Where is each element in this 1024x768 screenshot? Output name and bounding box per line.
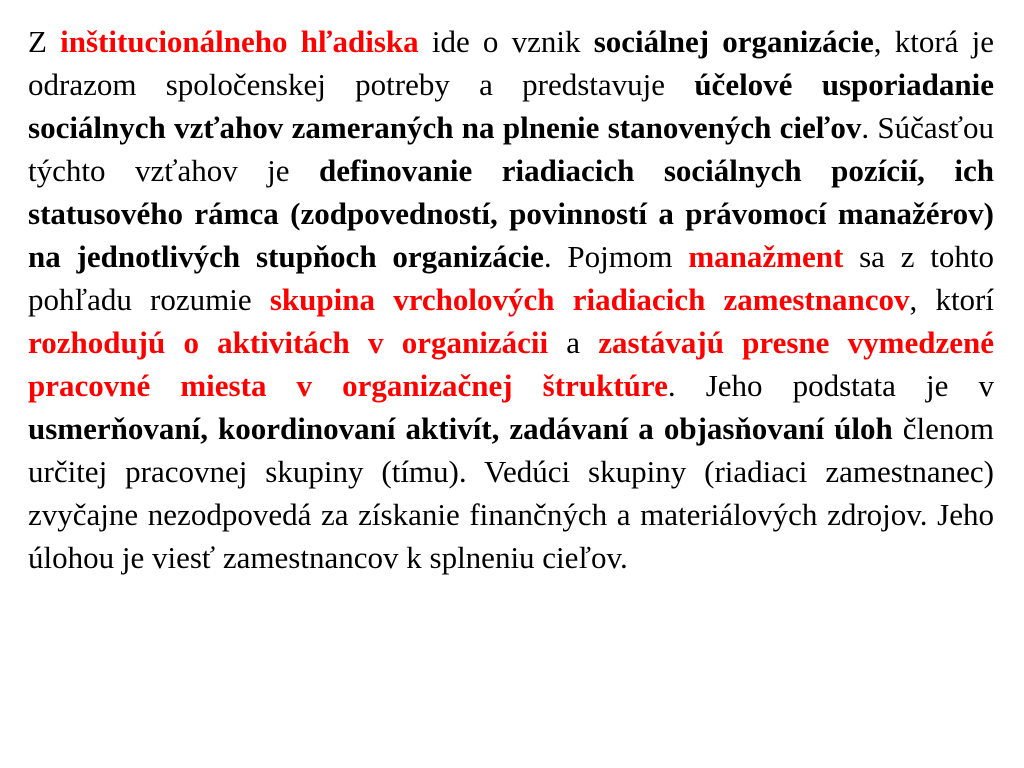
highlight-management: manažment bbox=[688, 239, 844, 274]
emphasis-defining-positions: definovanie riadiacich sociálnych pozícií, ich statusového rámca (zodpovedností, povinností a právomocí manažérov) na jednotlivých stupňoch organizácie bbox=[28, 153, 994, 274]
text-segment: , ktorá je odrazom spoločenskej potreby a predstavuje bbox=[28, 24, 994, 102]
text-segment: , ktorí bbox=[909, 282, 994, 317]
highlight-defined-positions: zastávajú presne vymedzené pracovné miesta v organizačnej štruktúre bbox=[28, 325, 994, 403]
text-segment: ide o vznik bbox=[418, 24, 594, 59]
text-segment: . Jeho podstata je v bbox=[667, 368, 994, 403]
highlight-institutional-perspective: inštitucionálneho hľadiska bbox=[60, 24, 419, 59]
text-segment: a bbox=[548, 325, 599, 360]
text-segment: členom určitej pracovnej skupiny (tímu). Vedúci skupiny (riadiaci zamestnanec) zvyčajne nezodpovedá za získanie finančných a materiálových zdrojov. Jeho úlohou je viesť zamestnancov k splneniu cieľov. bbox=[28, 411, 994, 575]
body-paragraph bbox=[28, 20, 994, 579]
emphasis-purposeful-arrangement: účelové usporiadanie sociálnych vzťahov zameraných na plnenie stanovených cieľov bbox=[28, 67, 994, 145]
text-segment: . Pojmom bbox=[543, 239, 689, 274]
highlight-top-managers: skupina vrcholových riadiacich zamestnancov bbox=[269, 282, 910, 317]
emphasis-social-organization: sociálnej organizácie bbox=[593, 24, 874, 59]
text-segment: Z bbox=[28, 24, 61, 59]
highlight-decide-activities: rozhodujú o aktivitách v organizácii bbox=[28, 325, 549, 360]
slide bbox=[28, 20, 994, 760]
emphasis-directing-coordinating: usmerňovaní, koordinovaní aktivít, zadávaní a objasňovaní úloh bbox=[28, 411, 893, 446]
text-segment: sa z tohto pohľadu rozumie bbox=[28, 239, 994, 317]
text-segment: . Súčasťou týchto vzťahov je bbox=[28, 110, 994, 188]
